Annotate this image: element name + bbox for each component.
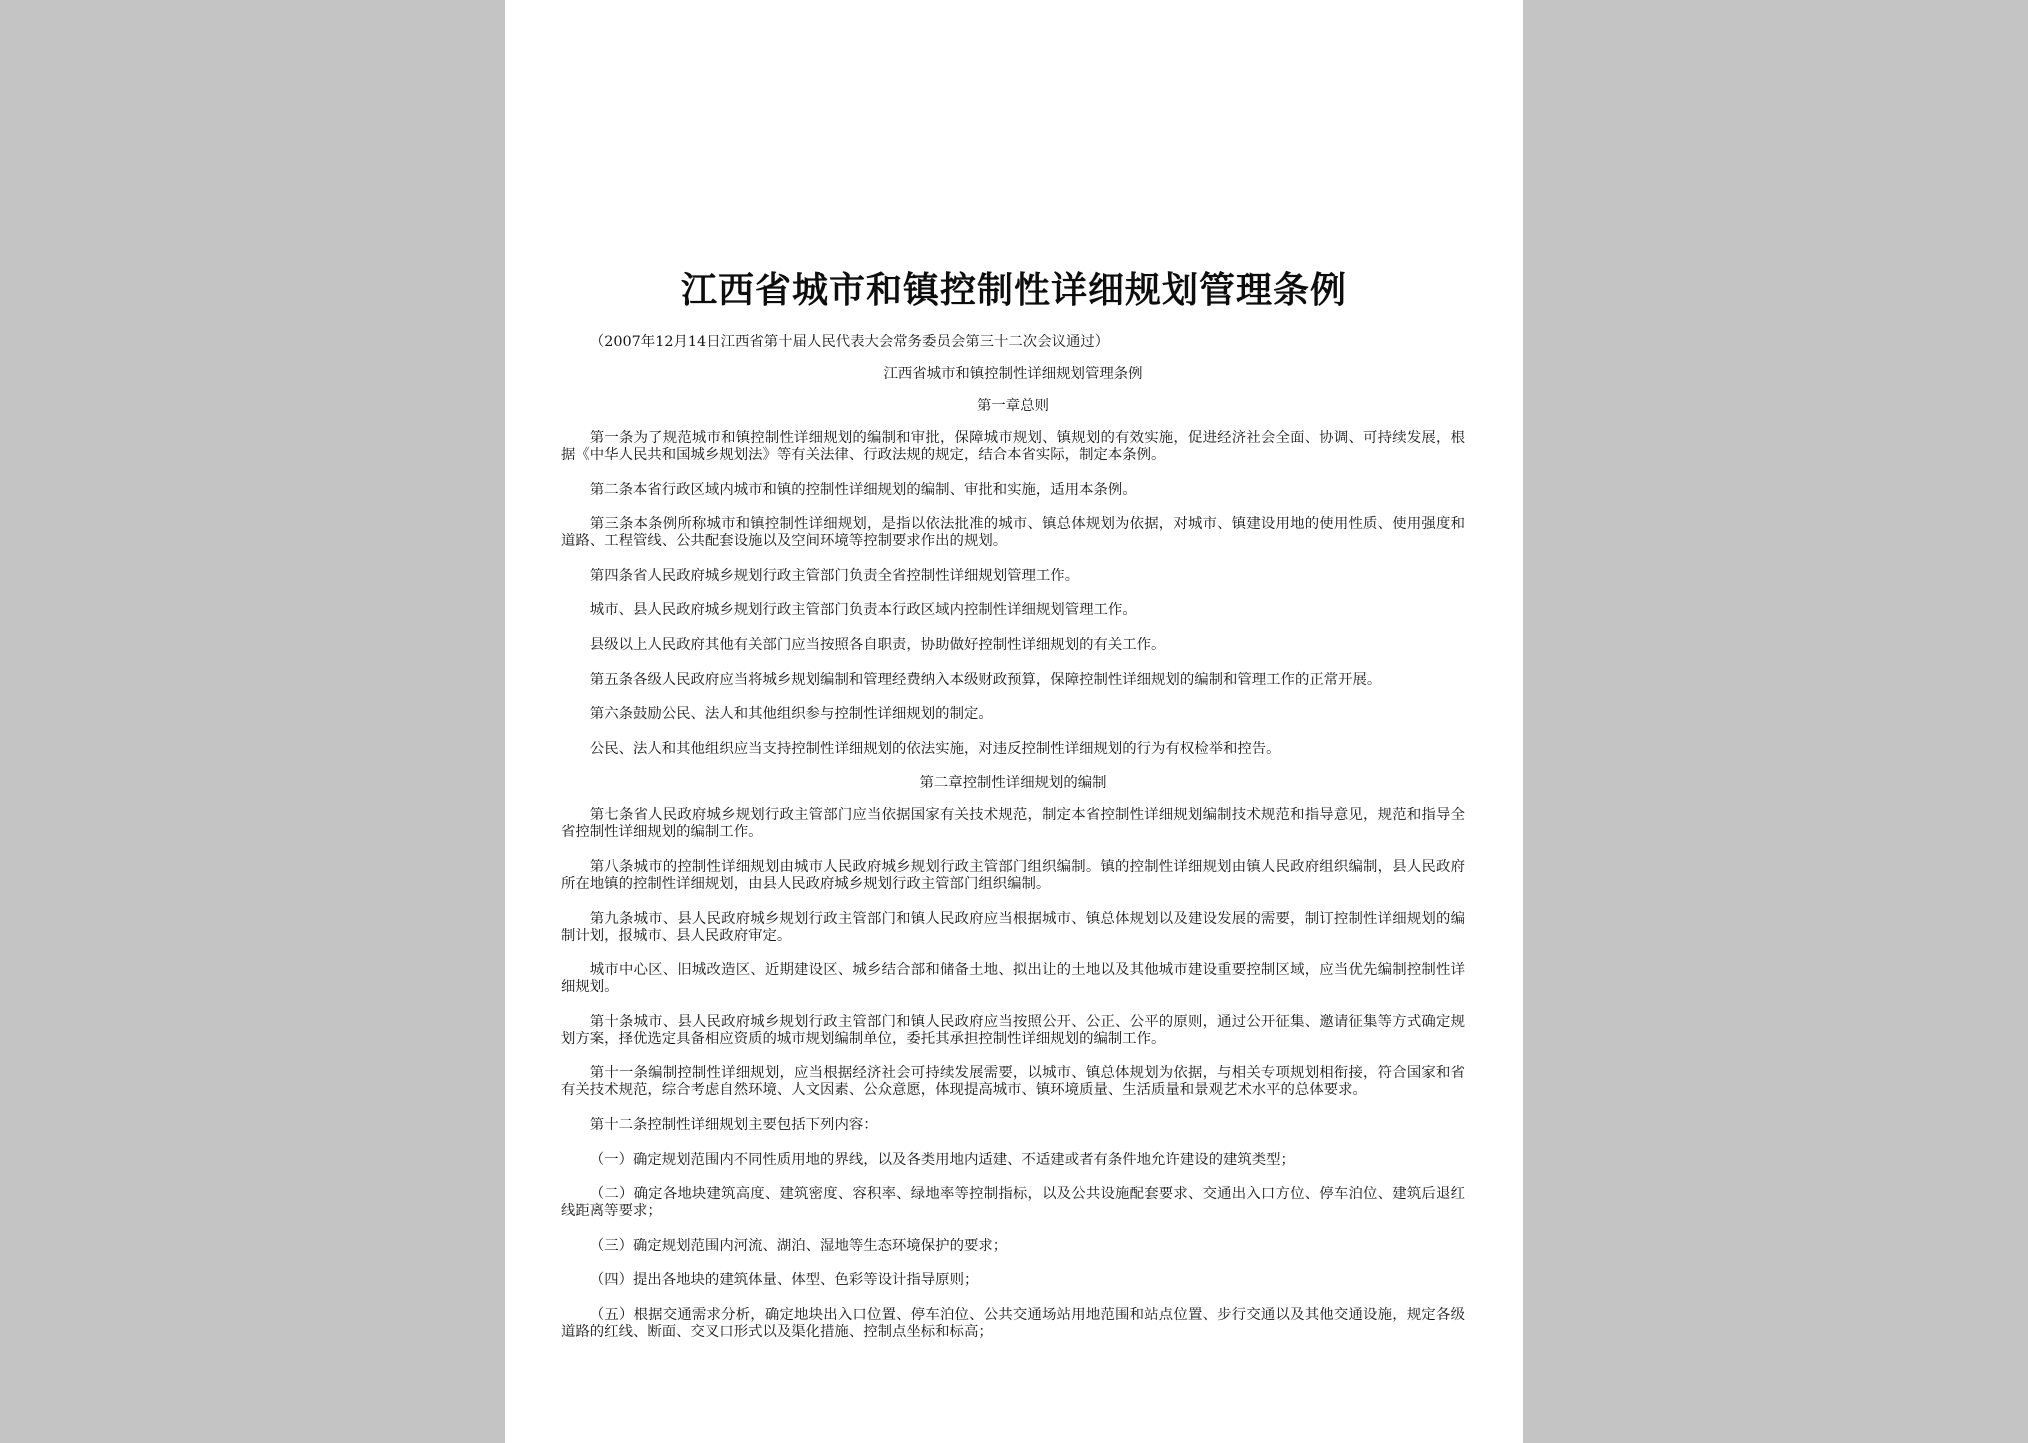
article-paragraph: 第五条各级人民政府应当将城乡规划编制和管理经费纳入本级财政预算，保障控制性详细规划的编制和管理工作的正常开展。	[589, 671, 1382, 688]
article-paragraph: 城市中心区、旧城改造区、近期建设区、城乡结合部和储备土地、拟出让的土地以及其他城市建设重要控制区域，应当优先编制控制性详细规划。	[561, 962, 1465, 996]
chapter-heading: 第二章控制性详细规划的编制	[919, 775, 1107, 792]
article-paragraph: 第四条省人民政府城乡规划行政主管部门负责全省控制性详细规划管理工作。	[589, 567, 1080, 584]
article-paragraph: 第十二条控制性详细规划主要包括下列内容：	[589, 1116, 878, 1133]
article-paragraph: 第八条城市的控制性详细规划由城市人民政府城乡规划行政主管部门组织编制。镇的控制性详细规划由镇人民政府组织编制，县人民政府所在地镇的控制性详细规划，由县人民政府城乡规划行政主管部门组织编制。	[561, 858, 1465, 892]
list-item: （四）提出各地块的建筑体量、体型、色彩等设计指导原则；	[589, 1272, 979, 1289]
article-paragraph: 城市、县人民政府城乡规划行政主管部门负责本行政区域内控制性详细规划管理工作。	[589, 602, 1137, 619]
list-item: （三）确定规划范围内河流、湖泊、湿地等生态环境保护的要求；	[589, 1237, 1008, 1254]
adoption-note: （2007年12月14日江西省第十届人民代表大会常务委员会第三十二次会议通过）	[589, 334, 1110, 350]
article-paragraph: 第六条鼓励公民、法人和其他组织参与控制性详细规划的制定。	[589, 706, 993, 723]
document-title: 江西省城市和镇控制性详细规划管理条例	[680, 269, 1347, 311]
document-subtitle: 江西省城市和镇控制性详细规划管理条例	[883, 366, 1143, 382]
article-paragraph: 公民、法人和其他组织应当支持控制性详细规划的依法实施，对违反控制性详细规划的行为有权检举和控告。	[589, 740, 1281, 757]
article-paragraph: 第一条为了规范城市和镇控制性详细规划的编制和审批，保障城市规划、镇规划的有效实施，促进经济社会全面、协调、可持续发展，根据《中华人民共和国城乡规划法》等有关法律、行政法规的规定，结合本省实际，制定本条例。	[561, 430, 1465, 463]
list-item: （一）确定规划范围内不同性质用地的界线，以及各类用地内适建、不适建或者有条件地允许建设的建筑类型；	[589, 1151, 1295, 1168]
article-paragraph: 第三条本条例所称城市和镇控制性详细规划，是指以依法批准的城市、镇总体规划为依据，对城市、镇建设用地的使用性质、使用强度和道路、工程管线、公共配套设施以及空间环境等控制要求作出的规划。	[561, 516, 1465, 550]
article-paragraph: 第十条城市、县人民政府城乡规划行政主管部门和镇人民政府应当按照公开、公正、公平的原则，通过公开征集、邀请征集等方式确定规划方案，择优选定具备相应资质的城市规划编制单位，委托其承担控制性详细规划的编制工作。	[561, 1013, 1465, 1047]
article-paragraph: 第二条本省行政区域内城市和镇的控制性详细规划的编制、审批和实施，适用本条例。	[589, 481, 1137, 498]
article-paragraph: 第七条省人民政府城乡规划行政主管部门应当依据国家有关技术规范，制定本省控制性详细规划编制技术规范和指导意见，规范和指导全省控制性详细规划的编制工作。	[561, 807, 1465, 841]
article-paragraph: 第十一条编制控制性详细规划，应当根据经济社会可持续发展需要，以城市、镇总体规划为依据，与相关专项规划相衔接，符合国家和省有关技术规范，综合考虑自然环境、人文因素、公众意愿，体现提高城市、镇环境质量、生活质量和景观艺术水平的总体要求。	[561, 1065, 1465, 1099]
article-paragraph: 第九条城市、县人民政府城乡规划行政主管部门和镇人民政府应当根据城市、镇总体规划以及建设发展的需要，制订控制性详细规划的编制计划，报城市、县人民政府审定。	[561, 910, 1465, 944]
list-item: （二）确定各地块建筑高度、建筑密度、容积率、绿地率等控制指标，以及公共设施配套要求、交通出入口方位、停车泊位、建筑后退红线距离等要求；	[561, 1186, 1465, 1220]
chapter-heading: 第一章总则	[977, 398, 1049, 414]
list-item: （五）根据交通需求分析，确定地块出入口位置、停车泊位、公共交通场站用地范围和站点位置、步行交通以及其他交通设施，规定各级道路的红线、断面、交叉口形式以及渠化措施、控制点坐标和标高；	[561, 1306, 1465, 1340]
document-page	[505, 0, 1523, 1443]
article-paragraph: 县级以上人民政府其他有关部门应当按照各自职责，协助做好控制性详细规划的有关工作。	[589, 636, 1166, 653]
document-body	[561, 334, 1465, 1358]
